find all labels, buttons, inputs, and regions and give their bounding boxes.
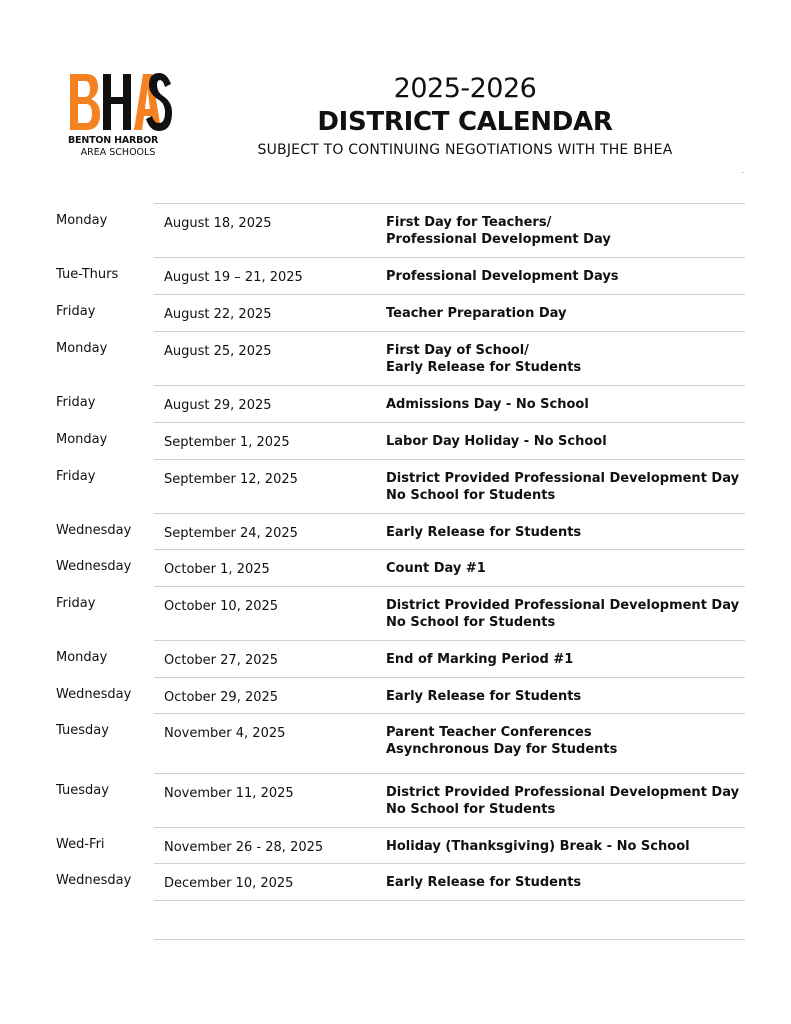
table-row (56, 677, 745, 713)
row-day: Friday (56, 469, 96, 484)
row-date: September 24, 2025 (164, 526, 298, 541)
row-date: August 29, 2025 (164, 398, 272, 413)
page-title: DISTRICT CALENDAR (317, 107, 613, 137)
bhas-logo-mark-icon (68, 70, 172, 134)
row-date: October 1, 2025 (164, 562, 270, 577)
row-date: December 10, 2025 (164, 876, 294, 891)
table-row (56, 713, 745, 773)
event-line: Admissions Day - No School (386, 397, 589, 412)
row-event (386, 784, 744, 818)
row-day: Monday (56, 341, 108, 356)
district-logo (68, 70, 174, 159)
row-event (386, 724, 744, 758)
table-divider (154, 939, 745, 940)
event-line: First Day of School/ (386, 343, 529, 358)
row-date: November 11, 2025 (164, 786, 294, 801)
row-date: October 29, 2025 (164, 690, 279, 705)
calendar-schedule (0, 203, 791, 940)
row-event (386, 688, 744, 705)
event-line: Early Release for Students (386, 875, 582, 890)
row-event (386, 597, 744, 631)
row-event (386, 560, 744, 577)
row-day: Friday (56, 395, 96, 410)
school-year: 2025-2026 (393, 73, 537, 104)
row-date: September 1, 2025 (164, 435, 290, 450)
table-row (56, 385, 745, 422)
table-row (56, 827, 745, 863)
row-date: November 26 - 28, 2025 (164, 840, 324, 855)
row-event (386, 874, 744, 891)
table-row (56, 203, 745, 257)
table-row (56, 459, 745, 513)
row-day: Wednesday (56, 523, 132, 538)
row-event (386, 214, 744, 248)
table-row (56, 331, 745, 385)
event-line: First Day for Teachers/ (386, 215, 552, 230)
event-line: District Provided Professional Development Day (386, 471, 740, 486)
row-day: Friday (56, 596, 96, 611)
row-day: Wednesday (56, 559, 132, 574)
table-row (56, 863, 745, 900)
row-day: Wednesday (56, 873, 132, 888)
row-event (386, 470, 744, 504)
logo-text-area-schools: AREA SCHOOLS (80, 147, 156, 158)
row-event (386, 342, 744, 376)
event-line: Holiday (Thanksgiving) Break - No School (386, 839, 690, 854)
row-event (386, 524, 744, 541)
table-row (56, 513, 745, 549)
event-line: No School for Students (386, 802, 556, 817)
row-day: Wed-Fri (56, 837, 105, 852)
row-date: August 19 – 21, 2025 (164, 270, 303, 285)
event-line: District Provided Professional Development Day (386, 785, 740, 800)
event-line: Early Release for Students (386, 689, 582, 704)
blank-row (0, 901, 791, 939)
stray-mark (742, 172, 743, 173)
table-row (56, 773, 745, 827)
event-line: Parent Teacher Conferences (386, 725, 592, 740)
row-day: Tuesday (56, 723, 109, 738)
row-day: Monday (56, 650, 108, 665)
row-date: October 10, 2025 (164, 599, 279, 614)
row-event (386, 305, 744, 322)
row-date: September 12, 2025 (164, 472, 298, 487)
event-line: Labor Day Holiday - No School (386, 434, 607, 449)
row-event (386, 433, 744, 450)
row-date: October 27, 2025 (164, 653, 279, 668)
calendar-header (205, 72, 725, 162)
page-subtitle: SUBJECT TO CONTINUING NEGOTIATIONS WITH THE BHEA (257, 142, 673, 158)
row-event (386, 396, 744, 413)
row-event (386, 651, 744, 668)
event-line: End of Marking Period #1 (386, 652, 574, 667)
table-row (56, 257, 745, 294)
row-day: Monday (56, 213, 108, 228)
event-line: District Provided Professional Development Day (386, 598, 740, 613)
table-row (56, 294, 745, 331)
row-date: August 25, 2025 (164, 344, 272, 359)
row-day: Friday (56, 304, 96, 319)
row-event (386, 268, 744, 285)
table-row (56, 586, 745, 640)
row-event (386, 838, 744, 855)
row-day: Tuesday (56, 783, 109, 798)
event-line: Teacher Preparation Day (386, 306, 567, 321)
event-line: Count Day #1 (386, 561, 486, 576)
row-day: Wednesday (56, 687, 132, 702)
event-line: Asynchronous Day for Students (386, 742, 618, 757)
logo-text-benton-harbor: BENTON HARBOR (68, 135, 159, 146)
row-date: August 22, 2025 (164, 307, 272, 322)
row-day: Tue-Thurs (56, 267, 119, 282)
row-date: August 18, 2025 (164, 216, 272, 231)
table-row (56, 549, 745, 586)
table-row (56, 640, 745, 677)
event-line: No School for Students (386, 488, 556, 503)
row-date: November 4, 2025 (164, 726, 286, 741)
event-line: Early Release for Students (386, 525, 582, 540)
event-line: No School for Students (386, 615, 556, 630)
event-line: Professional Development Days (386, 269, 619, 284)
event-line: Early Release for Students (386, 360, 582, 375)
row-day: Monday (56, 432, 108, 447)
event-line: Professional Development Day (386, 232, 611, 247)
table-row (56, 422, 745, 459)
